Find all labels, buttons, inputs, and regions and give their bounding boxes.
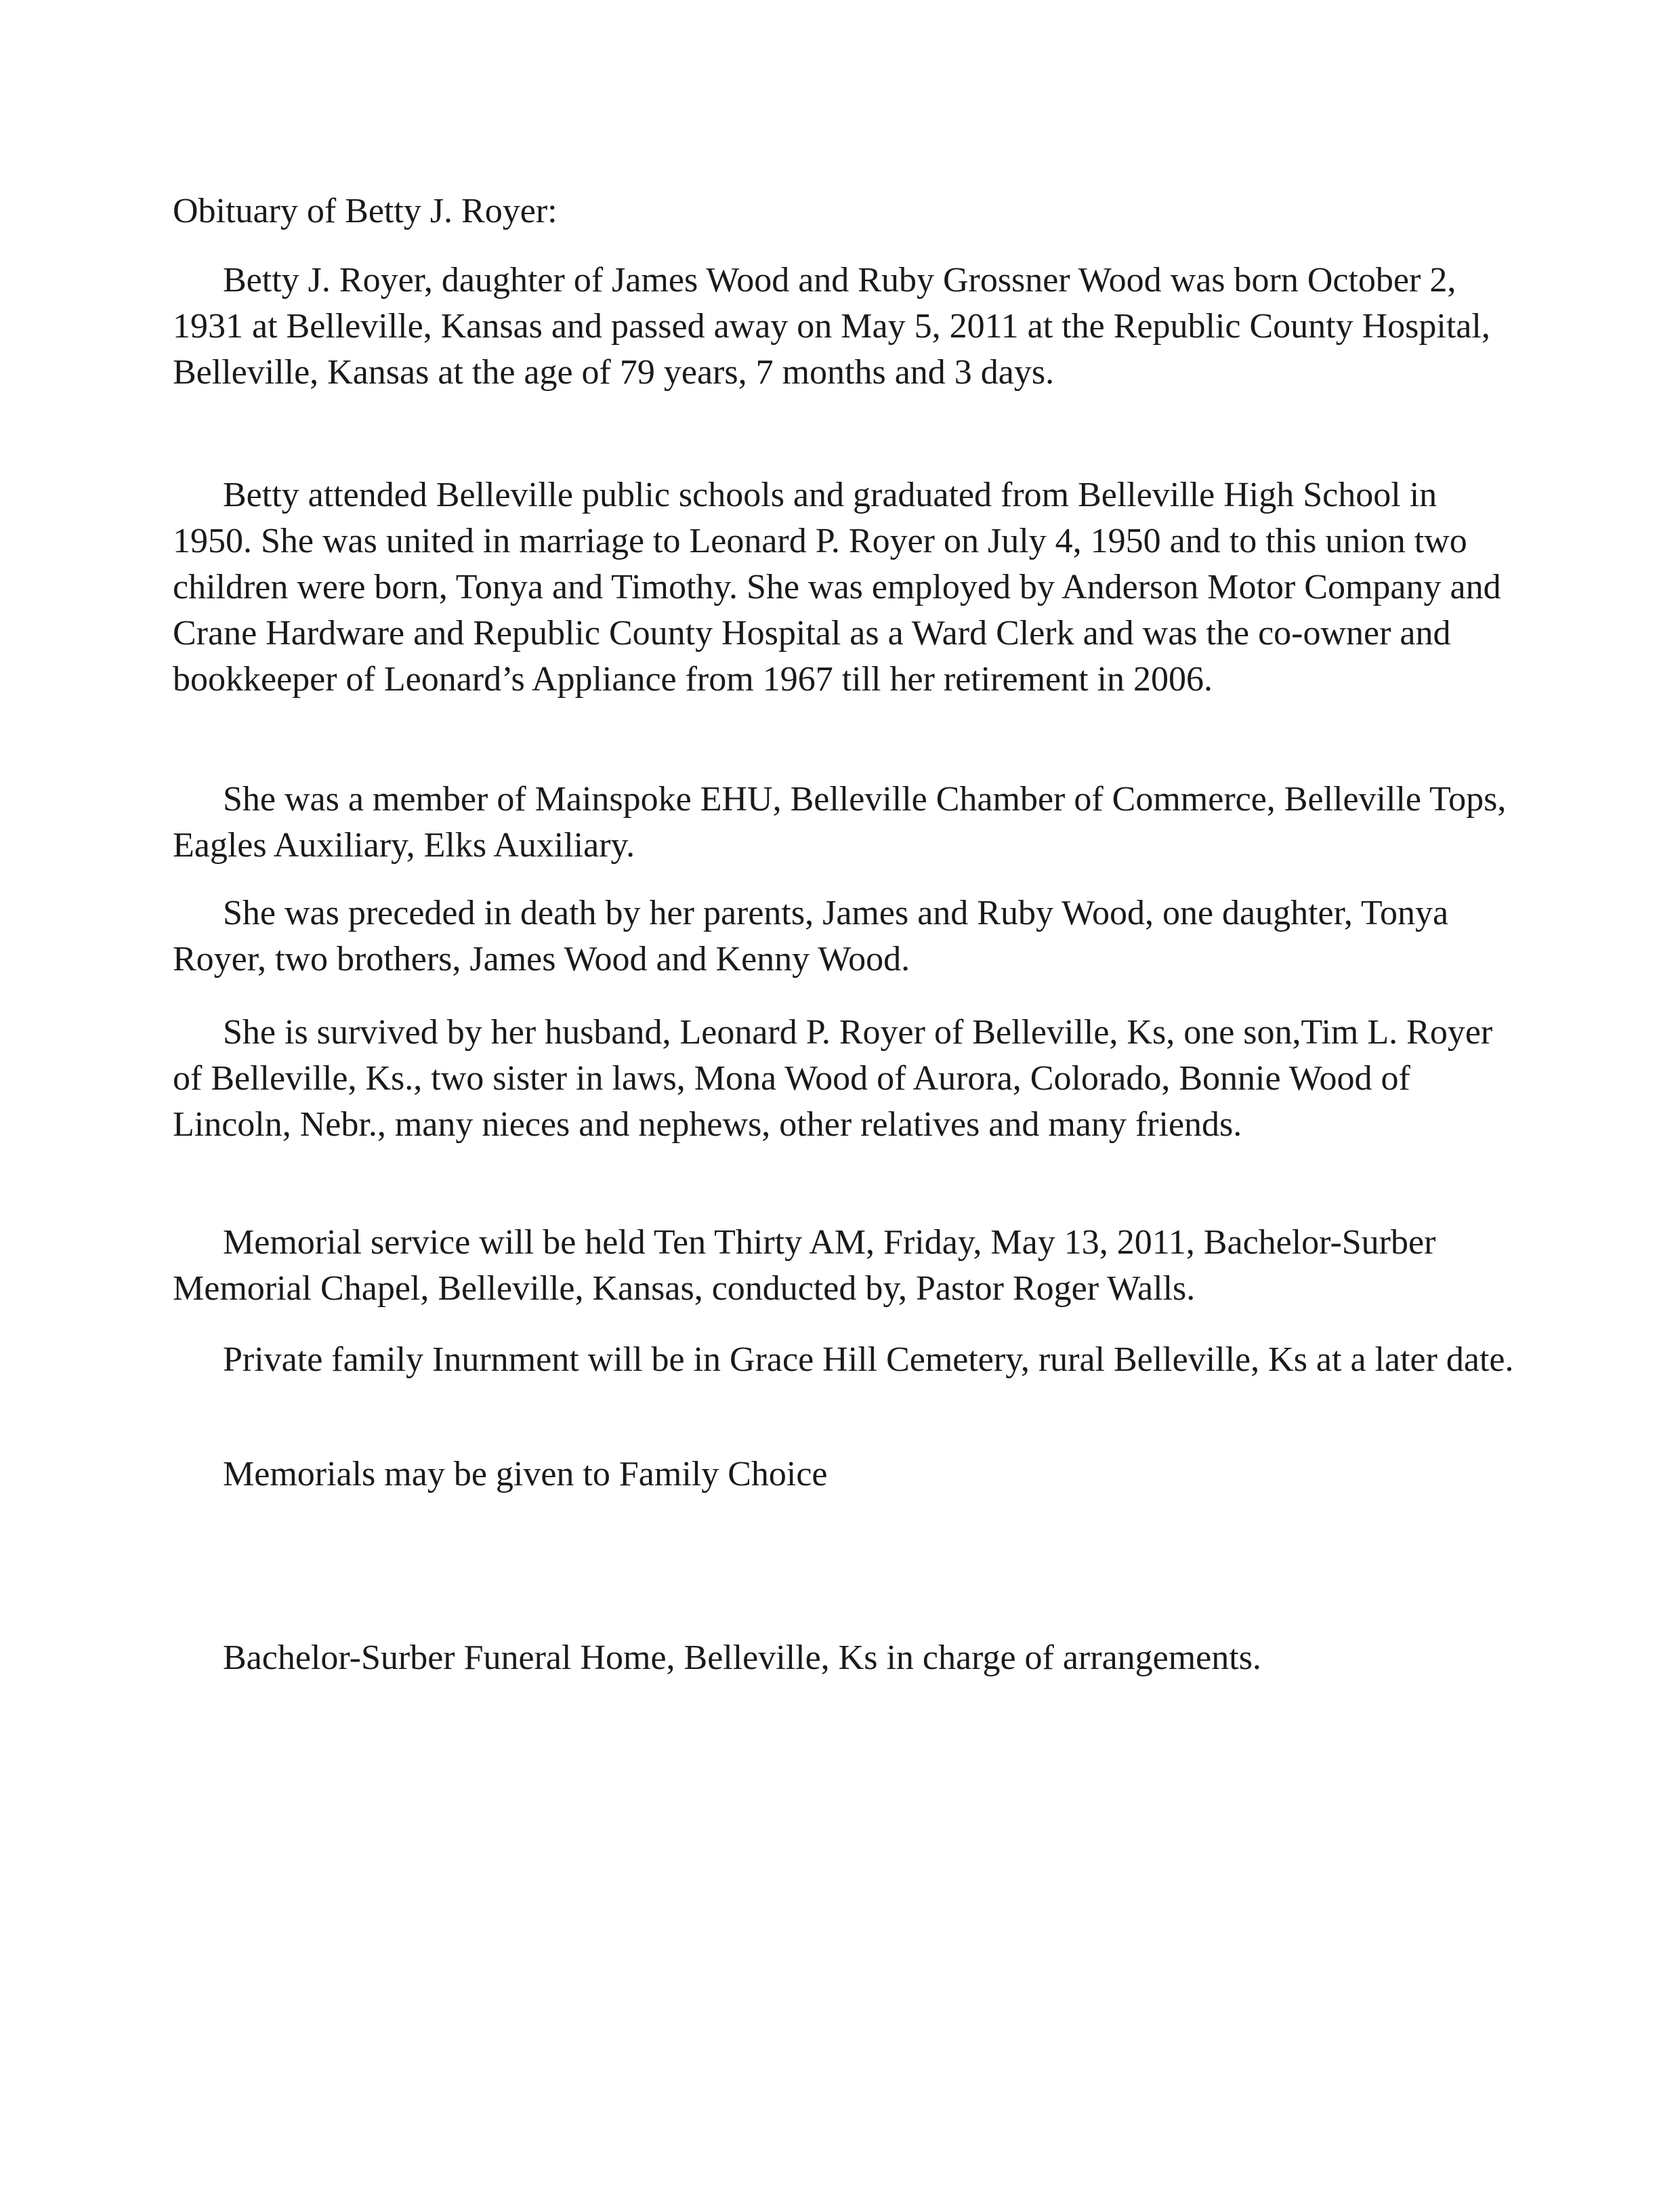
paragraph-survived: She is survived by her husband, Leonard P. Royer of Belleville, Ks, one son,Tim L. Royer of Belleville, Ks., two sister in laws, Mona Wood of Aurora, Colorado, Bonnie Wood of Lincoln, Nebr., many nieces and nephews, other relatives and many friends.: [173, 1013, 1493, 1144]
paragraph-memberships: She was a member of Mainspoke EHU, Belleville Chamber of Commerce, Belleville Tops, Eagles Auxiliary, Elks Auxiliary.: [173, 780, 1507, 865]
paragraph-life: Betty attended Belleville public schools and graduated from Belleville High School in 1950. She was united in marriage to Leonard P. Royer on July 4, 1950 and to this union two children were born, Tonya and Timothy. She was employed by Anderson Motor Company and Crane Hardware and Republic County Hospital as a Ward Clerk and was the co-owner and bookkeeper of Leonard’s Appliance from 1967 till her retirement in 2006.: [173, 476, 1501, 699]
paragraph-arrangements: Bachelor-Surber Funeral Home, Belleville, Ks in charge of arrangements.: [223, 1638, 1261, 1677]
paragraph-memorial-service: Memorial service will be held Ten Thirty AM, Friday, May 13, 2011, Bachelor-Surber Memorial Chapel, Belleville, Kansas, conducted by, Pastor Roger Walls.: [173, 1223, 1436, 1308]
paragraph-preceded: She was preceded in death by her parents, James and Ruby Wood, one daughter, Tonya Royer, two brothers, James Wood and Kenny Wood.: [173, 894, 1449, 978]
paragraph-birth-death: Betty J. Royer, daughter of James Wood and Ruby Grossner Wood was born October 2, 1931 at Belleville, Kansas and passed away on May 5, 2011 at the Republic County Hospital, Belleville, Kansas at the age of 79 years, 7 months and 3 days.: [173, 261, 1490, 392]
paragraph-memorials: Memorials may be given to Family Choice: [223, 1455, 828, 1493]
paragraph-inurnment: Private family Inurnment will be in Grace Hill Cemetery, rural Belleville, Ks at a later date.: [223, 1340, 1514, 1379]
document-title: Obituary of Betty J. Royer:: [173, 192, 558, 230]
